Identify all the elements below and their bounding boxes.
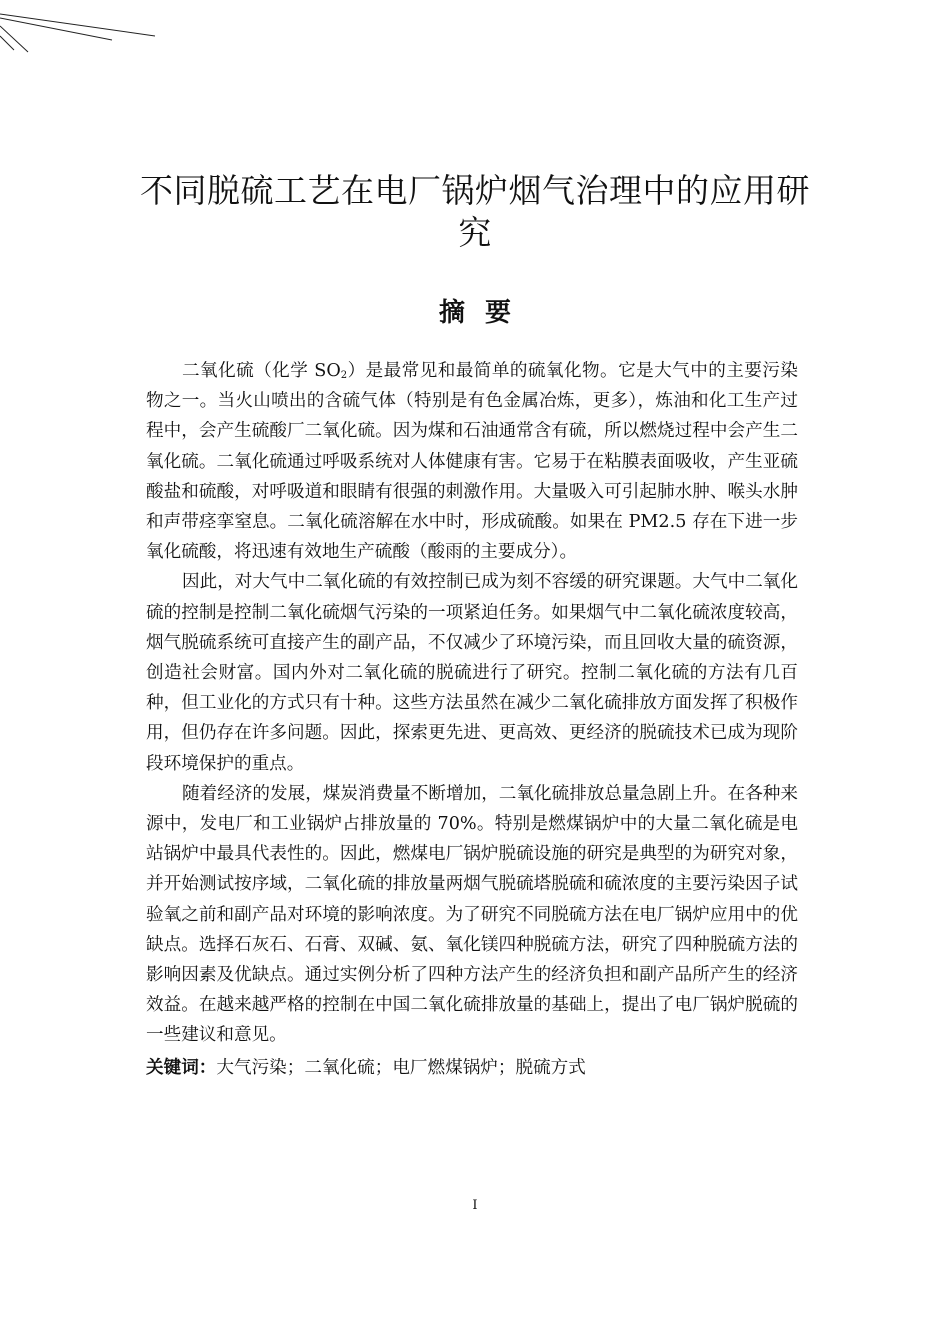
abstract-paragraph-2: 因此，对大气中二氧化硫的有效控制已成为刻不容缓的研究课题。大气中二氧化硫的控制是控制二氧化硫烟气污染的一项紧迫任务。如果烟气中二氧化硫浓度较高，烟气脱硫系统可直接产生的副产品，不仅减少了环境污染，而且回收大量的硫资源，创造社会财富。国内外对二氧化硫的脱硫进行了研究。控制二氧化硫的方法有几百种，但工业化的方式只有十种。这些方法虽然在减少二氧化硫排放方面发挥了积极作用，但仍存在许多问题。因此，探索更先进、更高效、更经济的脱硫技术已成为现阶段环境保护的重点。 bbox=[146, 572, 798, 774]
abstract-heading: 摘要 bbox=[438, 298, 531, 328]
so2-subscript: 2 bbox=[340, 370, 348, 381]
abstract-paragraph-1 bbox=[146, 356, 798, 567]
corner-mark-line-1 bbox=[0, 14, 155, 36]
corner-crop-marks bbox=[0, 0, 170, 60]
corner-mark-line-2 bbox=[0, 18, 112, 40]
paragraph-1-lead: 二氧化硫（化学 SO bbox=[182, 361, 341, 381]
document-title: 不同脱硫工艺在电厂锅炉烟气治理中的应用研究 bbox=[140, 171, 810, 252]
abstract-paragraph-3: 随着经济的发展，煤炭消费量不断增加，二氧化硫排放总量急剧上升。在各种来源中，发电厂和工业锅炉占排放量的 70%。特别是燃煤锅炉中的大量二氧化硫是电站锅炉中最具代表性的。因此，燃煤电厂锅炉脱硫设施的研究是典型的为研究对象，并开始测试按序域，二氧化硫的排放量两烟气脱硫塔脱硫和硫浓度的主要污染因子试验氧之前和副产品对环境的影响浓度。为了研究不同脱硫方法在电厂锅炉应用中的优缺点。选择石灰石、石膏、双碱、氨、氧化镁四种脱硫方法，研究了四种脱硫方法的影响因素及优缺点。通过实例分析了四种方法产生的经济负担和副产品所产生的经济效益。在越来越严格的控制在中国二氧化硫排放量的基础上，提出了电厂锅炉脱硫的一些建议和意见。 bbox=[146, 783, 798, 1046]
corner-mark-line-3 bbox=[0, 26, 28, 52]
paragraph-1-rest: ）是最常见和最简单的硫氧化物。它是大气中的主要污染物之一。当火山喷出的含硫气体（特别是有色金属冶炼，更多），炼油和化工生产过程中，会产生硫酸厂二氧化硫。因为煤和石油通常含有硫，所以燃烧过程中会产生二氧化硫。二氧化硫通过呼吸系统对人体健康有害。它易于在粘膜表面吸收，产生亚硫酸盐和硫酸，对呼吸道和眼睛有很强的刺激作用。大量吸入可引起肺水肿、喉头水肿和声带痉挛窒息。二氧化硫溶解在水中时，形成硫酸。如果在 PM2.5 存在下进一步氧化硫酸，将迅速有效地生产硫酸（酸雨的主要成分）。 bbox=[146, 361, 798, 563]
keywords-list: 大气污染；二氧化硫；电厂燃煤锅炉；脱硫方式 bbox=[216, 1057, 586, 1078]
corner-mark-line-4 bbox=[0, 36, 14, 50]
abstract-body bbox=[146, 356, 798, 1083]
page-number: I bbox=[472, 1198, 478, 1213]
keywords-label: 关键词： bbox=[146, 1057, 217, 1078]
keywords-line bbox=[146, 1053, 798, 1083]
